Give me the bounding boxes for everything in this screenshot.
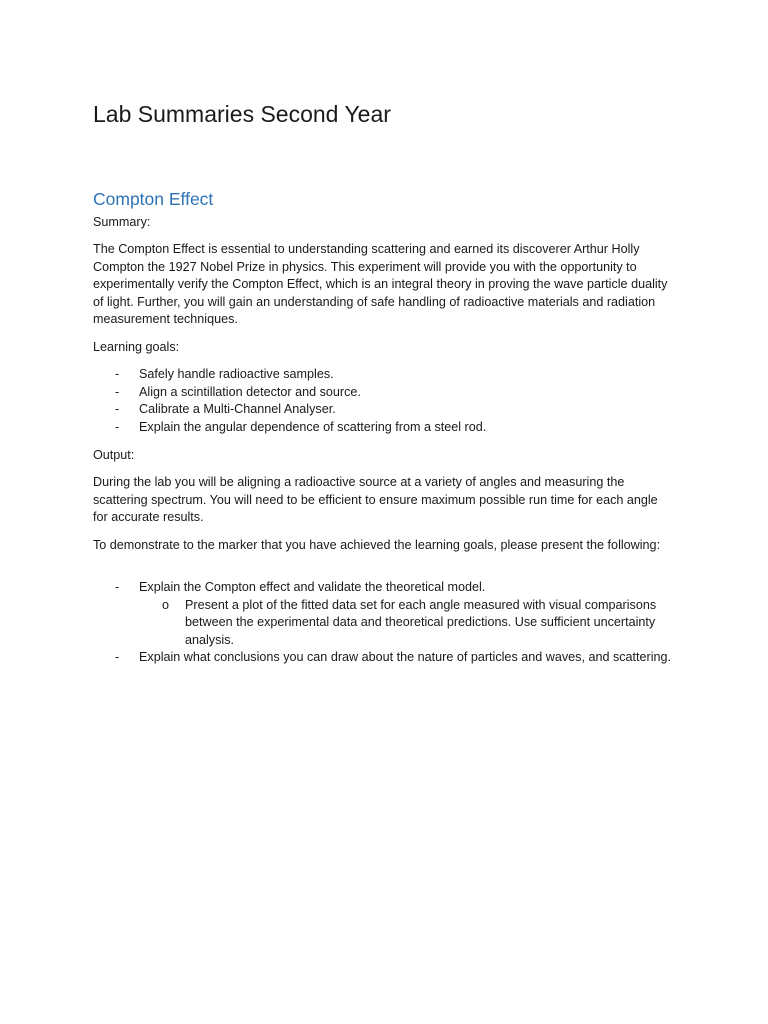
deliverable-sublist [139, 597, 673, 650]
learning-goal-text: Calibrate a Multi-Channel Analyser. [139, 402, 336, 417]
output-paragraph: During the lab you will be aligning a radioactive source at a variety of angles and measuring the scattering spectrum. You will need to be efficient to ensure maximum possible run time for each angle for accurate results. [93, 475, 658, 525]
learning-goal-text: Align a scintillation detector and source. [139, 384, 361, 399]
list-item [93, 366, 673, 384]
learning-goal-text: Safely handle radioactive samples. [139, 367, 334, 381]
learning-goal-text: Explain the angular dependence of scattering from a steel rod. [139, 419, 487, 434]
dash-bullet: - [115, 580, 120, 594]
deliverable-text: Explain the Compton effect and validate the theoretical model. [139, 580, 486, 594]
document-title: Lab Summaries Second Year [93, 101, 391, 127]
list-item [93, 384, 673, 402]
deliverables-list [93, 579, 673, 667]
summary-paragraph: The Compton Effect is essential to understanding scattering and earned its discoverer Arthur Holly Compton the 1927 Nobel Prize in physics. This experiment will provide you with the opportunity to experimentally verify the Compton Effect, which is an integral theory in proving the wave particle duality of light. Further, you will gain an understanding of safe handling of radioactive materials and radiation measurement techniques. [93, 242, 668, 327]
list-item [93, 649, 673, 667]
demonstrate-paragraph: To demonstrate to the marker that you have achieved the learning goals, please present the following: [93, 538, 661, 552]
dash-bullet: - [115, 650, 120, 665]
list-item [93, 401, 673, 419]
deliverable-text: Explain what conclusions you can draw about the nature of particles and waves, and scattering. [139, 650, 672, 665]
dash-bullet: - [115, 419, 120, 434]
summary-label: Summary: [93, 215, 151, 229]
circle-bullet: o [162, 597, 170, 612]
dash-bullet: - [115, 402, 120, 417]
dash-bullet: - [115, 367, 120, 381]
output-label: Output: [93, 448, 135, 462]
section-heading: Compton Effect [93, 189, 214, 209]
deliverable-subitem-text: Present a plot of the fitted data set for each angle measured with visual comparisons between the experimental data and theoretical predictions. Use sufficient uncertainty analysis. [185, 597, 657, 647]
list-item [139, 597, 673, 650]
list-item [93, 419, 673, 437]
dash-bullet: - [115, 384, 120, 399]
learning-goals-list [93, 366, 673, 436]
learning-goals-label: Learning goals: [93, 340, 180, 354]
list-item [93, 579, 673, 649]
